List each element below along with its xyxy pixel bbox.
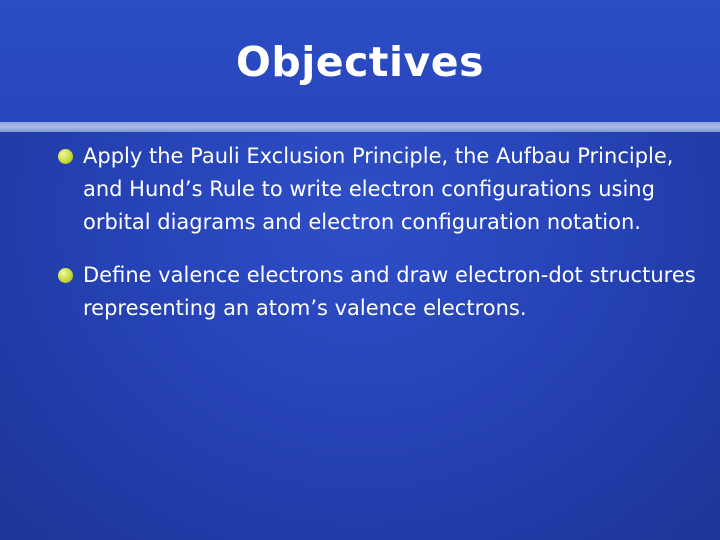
bullet-text: Define valence electrons and draw electron-dot structures representing an atom’s valence electrons.: [83, 263, 696, 320]
bullet-item: [58, 259, 698, 325]
bullet-dot-icon: [58, 268, 73, 283]
title-band: [0, 0, 720, 122]
bullet-list: [58, 140, 698, 345]
bullet-item: [58, 140, 698, 239]
bullet-dot-icon: [58, 149, 73, 164]
slide-title: Objectives: [236, 38, 484, 86]
bullet-text: Apply the Pauli Exclusion Principle, the Aufbau Principle, and Hund’s Rule to write electron configurations using orbital diagrams and electron configuration notation.: [83, 144, 674, 234]
title-divider: [0, 122, 720, 132]
